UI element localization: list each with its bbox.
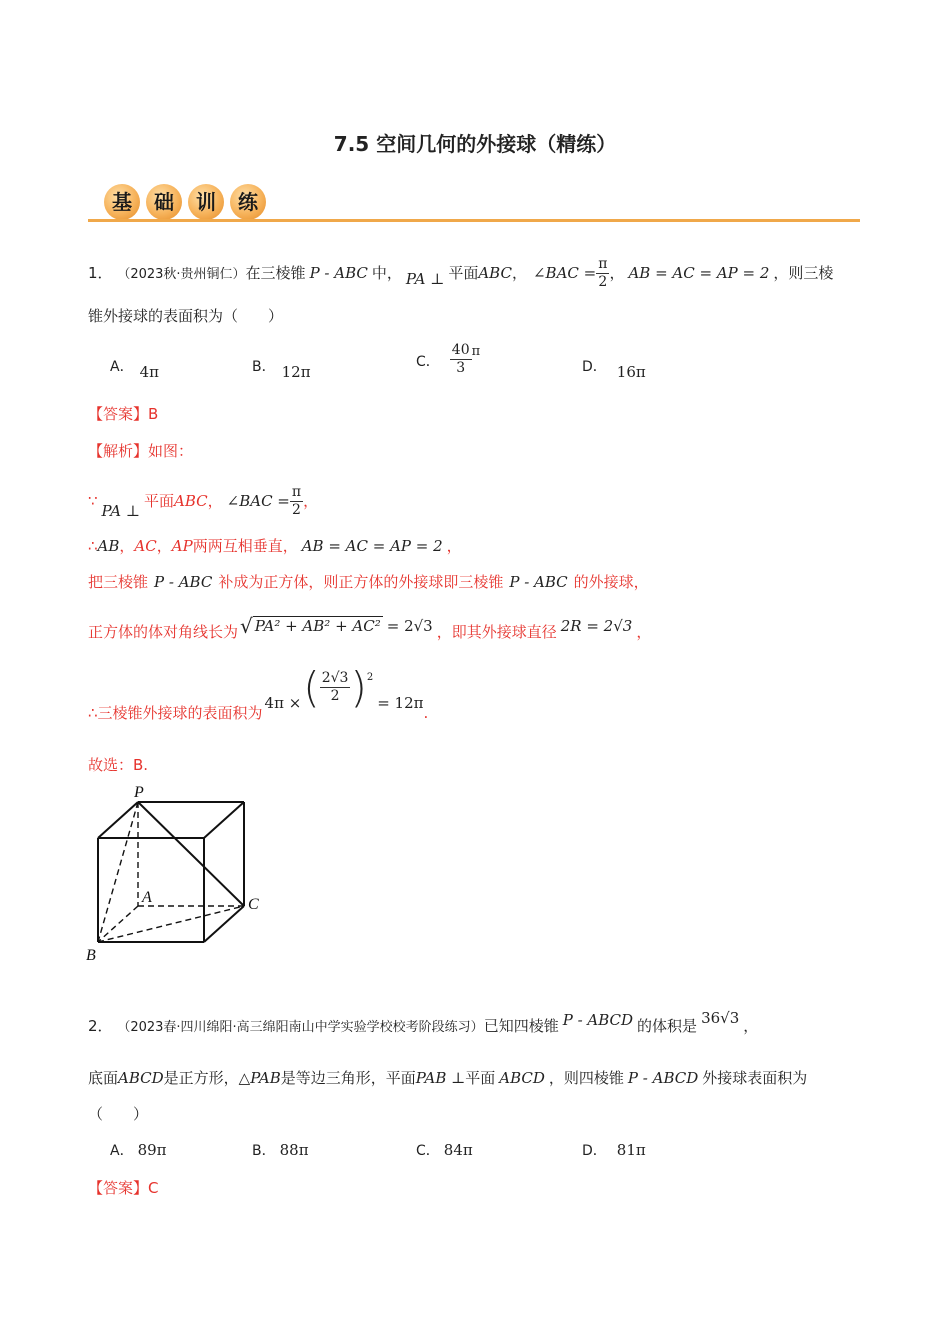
option-label: C．: [416, 1143, 440, 1159]
q2-text: 平面: [465, 1069, 496, 1087]
q2-text: ，: [743, 1017, 759, 1035]
frac-2sqrt3-2: [320, 670, 351, 705]
q2-line1: [88, 1009, 759, 1038]
q2-text: 是正方形，: [163, 1069, 239, 1087]
q1-analysis-heading: [88, 441, 193, 461]
edge: [204, 906, 244, 942]
text: 正方体的体对角线长为: [88, 623, 239, 641]
math: 4π ×: [264, 694, 302, 712]
q1-text: 中，: [371, 264, 402, 282]
option-value: 89π: [137, 1141, 167, 1159]
answer-value: C: [148, 1179, 159, 1197]
section-char-3: 训: [188, 184, 224, 220]
answer-label: 【答案】: [88, 405, 149, 423]
option-label: D．: [582, 1143, 607, 1159]
q1-text: ，: [511, 264, 527, 282]
math: ∠BAC =: [226, 492, 290, 510]
text: ，即其外接球直径: [436, 623, 557, 641]
option-value: 16π: [616, 363, 646, 381]
q1-conclusion: 故选：B.: [88, 756, 149, 774]
math: AB = AC = AP = 2: [301, 537, 443, 555]
vertex-label-a: A: [142, 889, 152, 906]
analysis-intro: 如图：: [148, 442, 194, 460]
math: ABCD: [118, 1069, 164, 1087]
q1-step-4: [88, 614, 652, 642]
math: ABC: [174, 492, 208, 510]
q2-text: ，则四棱锥: [548, 1069, 624, 1087]
frac-pi-2: [290, 484, 303, 519]
q1-option-b[interactable]: [252, 356, 311, 381]
text: 平面: [143, 492, 174, 510]
option-label: B．: [252, 1143, 276, 1159]
text: ，: [636, 623, 652, 641]
page-title: 7.5 空间几何的外接球（精练）: [333, 132, 617, 156]
option-value: 81π: [616, 1141, 646, 1159]
because-symbol: ∵: [88, 492, 98, 510]
frac-den: 2: [292, 502, 301, 518]
option-label: A．: [110, 359, 134, 375]
option-frac: [450, 342, 472, 377]
q1-step-5: [88, 663, 429, 722]
text: 两两互相垂直，: [192, 537, 298, 555]
math: AP: [171, 537, 193, 555]
section-char-2: 础: [146, 184, 182, 220]
text: ，: [446, 537, 462, 555]
text: ，: [119, 537, 135, 555]
math: P - ABC: [154, 573, 213, 591]
option-label: A．: [110, 1143, 134, 1159]
math: PA² + AB² + AC²: [254, 617, 381, 635]
math: AC: [134, 537, 157, 555]
q1-option-a[interactable]: [110, 356, 159, 381]
text: ，: [303, 492, 319, 510]
q1-step-3: [88, 572, 649, 592]
option-value: 88π: [279, 1141, 309, 1159]
text: ，: [156, 537, 172, 555]
exponent: 2: [366, 672, 374, 683]
q1-option-c[interactable]: [416, 342, 480, 377]
q1-math-pa: PA ⊥: [405, 270, 445, 288]
math: AB: [97, 537, 120, 555]
q1-answer: [88, 404, 158, 424]
therefore-symbol: ∴: [88, 537, 98, 555]
q2-text: 是等边三角形，平面: [280, 1069, 416, 1087]
q1-math-pabc: P - ABC: [309, 264, 368, 282]
frac-num: π: [598, 256, 608, 272]
math: = 2√3: [386, 617, 433, 635]
q1-line2: 锥外接球的表面积为（ ）: [88, 307, 284, 325]
answer-value: B: [148, 405, 159, 423]
math: P - ABCD: [627, 1069, 699, 1087]
q2-number: 2．: [88, 1017, 113, 1035]
text: .: [423, 704, 429, 722]
q1-text: 在三棱锥: [245, 264, 306, 282]
q1-frac-pi-2: [596, 256, 609, 291]
q2-text: 底面: [88, 1069, 119, 1087]
section-char-4: 练: [230, 184, 266, 220]
option-value: 84π: [443, 1141, 473, 1159]
sqrt-symbol: √: [240, 614, 253, 638]
q2-option-c[interactable]: [416, 1140, 473, 1161]
frac-den: 3: [456, 360, 466, 376]
math: ABCD: [499, 1069, 545, 1087]
option-label: B．: [252, 359, 276, 375]
edge: [204, 802, 244, 838]
math: 36√3: [701, 1009, 740, 1027]
q1-math-eq: AB = AC = AP = 2: [628, 264, 770, 282]
text: 把三棱锥: [88, 573, 149, 591]
q1-line1: [88, 256, 833, 291]
math: △PAB: [238, 1069, 281, 1087]
q2-option-b[interactable]: [252, 1140, 309, 1161]
math: 2R = 2√3: [560, 617, 633, 635]
q1-option-d[interactable]: [582, 356, 646, 381]
vertex-label-b: B: [86, 947, 96, 964]
vertex-label-c: C: [248, 896, 259, 913]
q2-text: 外接球表面积为: [702, 1069, 808, 1087]
q2-text: 的体积是: [637, 1017, 698, 1035]
analysis-label: 【解析】: [88, 442, 149, 460]
q1-text: ，则三棱: [773, 264, 834, 282]
text: 的外接球，: [573, 573, 649, 591]
paren-left: (: [303, 663, 320, 712]
q1-number: 1．: [88, 264, 113, 282]
cube-figure: [84, 782, 274, 964]
option-label: D．: [582, 359, 607, 375]
frac-den: 2: [598, 274, 608, 290]
q1-math-abc: ABC: [478, 264, 512, 282]
frac-num: 2√3: [321, 670, 349, 686]
option-suffix: π: [471, 344, 481, 359]
q1-text: 平面: [448, 264, 479, 282]
q2-answer: [88, 1178, 159, 1198]
text: ，: [207, 492, 223, 510]
math: PA ⊥: [101, 502, 140, 520]
option-label: C．: [416, 354, 440, 370]
math: = 12π: [377, 694, 424, 712]
option-value: 4π: [139, 363, 159, 381]
hidden-edge: [98, 802, 138, 942]
q2-line2: [88, 1068, 807, 1088]
text: 补成为正方体，则正方体的外接球即三棱锥: [218, 573, 504, 591]
q1-step-2: [88, 536, 462, 556]
math: P - ABC: [509, 573, 568, 591]
math: PAB ⊥: [415, 1069, 466, 1087]
option-value: 12π: [281, 363, 311, 381]
hidden-edge: [98, 906, 244, 942]
q1-step-1: [88, 484, 318, 519]
q2-source: （2023春·四川绵阳·高三绵阳南山中学实验学校校考阶段练习）: [117, 1020, 484, 1035]
section-char-1: 基: [104, 184, 140, 220]
q1-math-angle: ∠BAC =: [532, 264, 597, 282]
math: P - ABCD: [562, 1011, 634, 1029]
frac-num: π: [291, 484, 302, 500]
q2-option-a[interactable]: [110, 1140, 167, 1161]
frac-den: 2: [330, 688, 340, 704]
section-divider: [88, 219, 860, 222]
edge: [98, 802, 138, 838]
answer-label: 【答案】: [88, 1179, 149, 1197]
paren-right: ): [350, 663, 367, 712]
q2-option-d[interactable]: [582, 1140, 646, 1161]
q1-text: ，: [609, 264, 625, 282]
q1-source: （2023秋·贵州铜仁）: [117, 267, 246, 282]
q2-text: 已知四棱锥: [483, 1017, 559, 1035]
frac-num: 40: [451, 342, 470, 358]
vertex-label-p: P: [134, 784, 144, 801]
q2-line3: （ ）: [88, 1105, 149, 1123]
text: ∴三棱锥外接球的表面积为: [88, 704, 263, 722]
